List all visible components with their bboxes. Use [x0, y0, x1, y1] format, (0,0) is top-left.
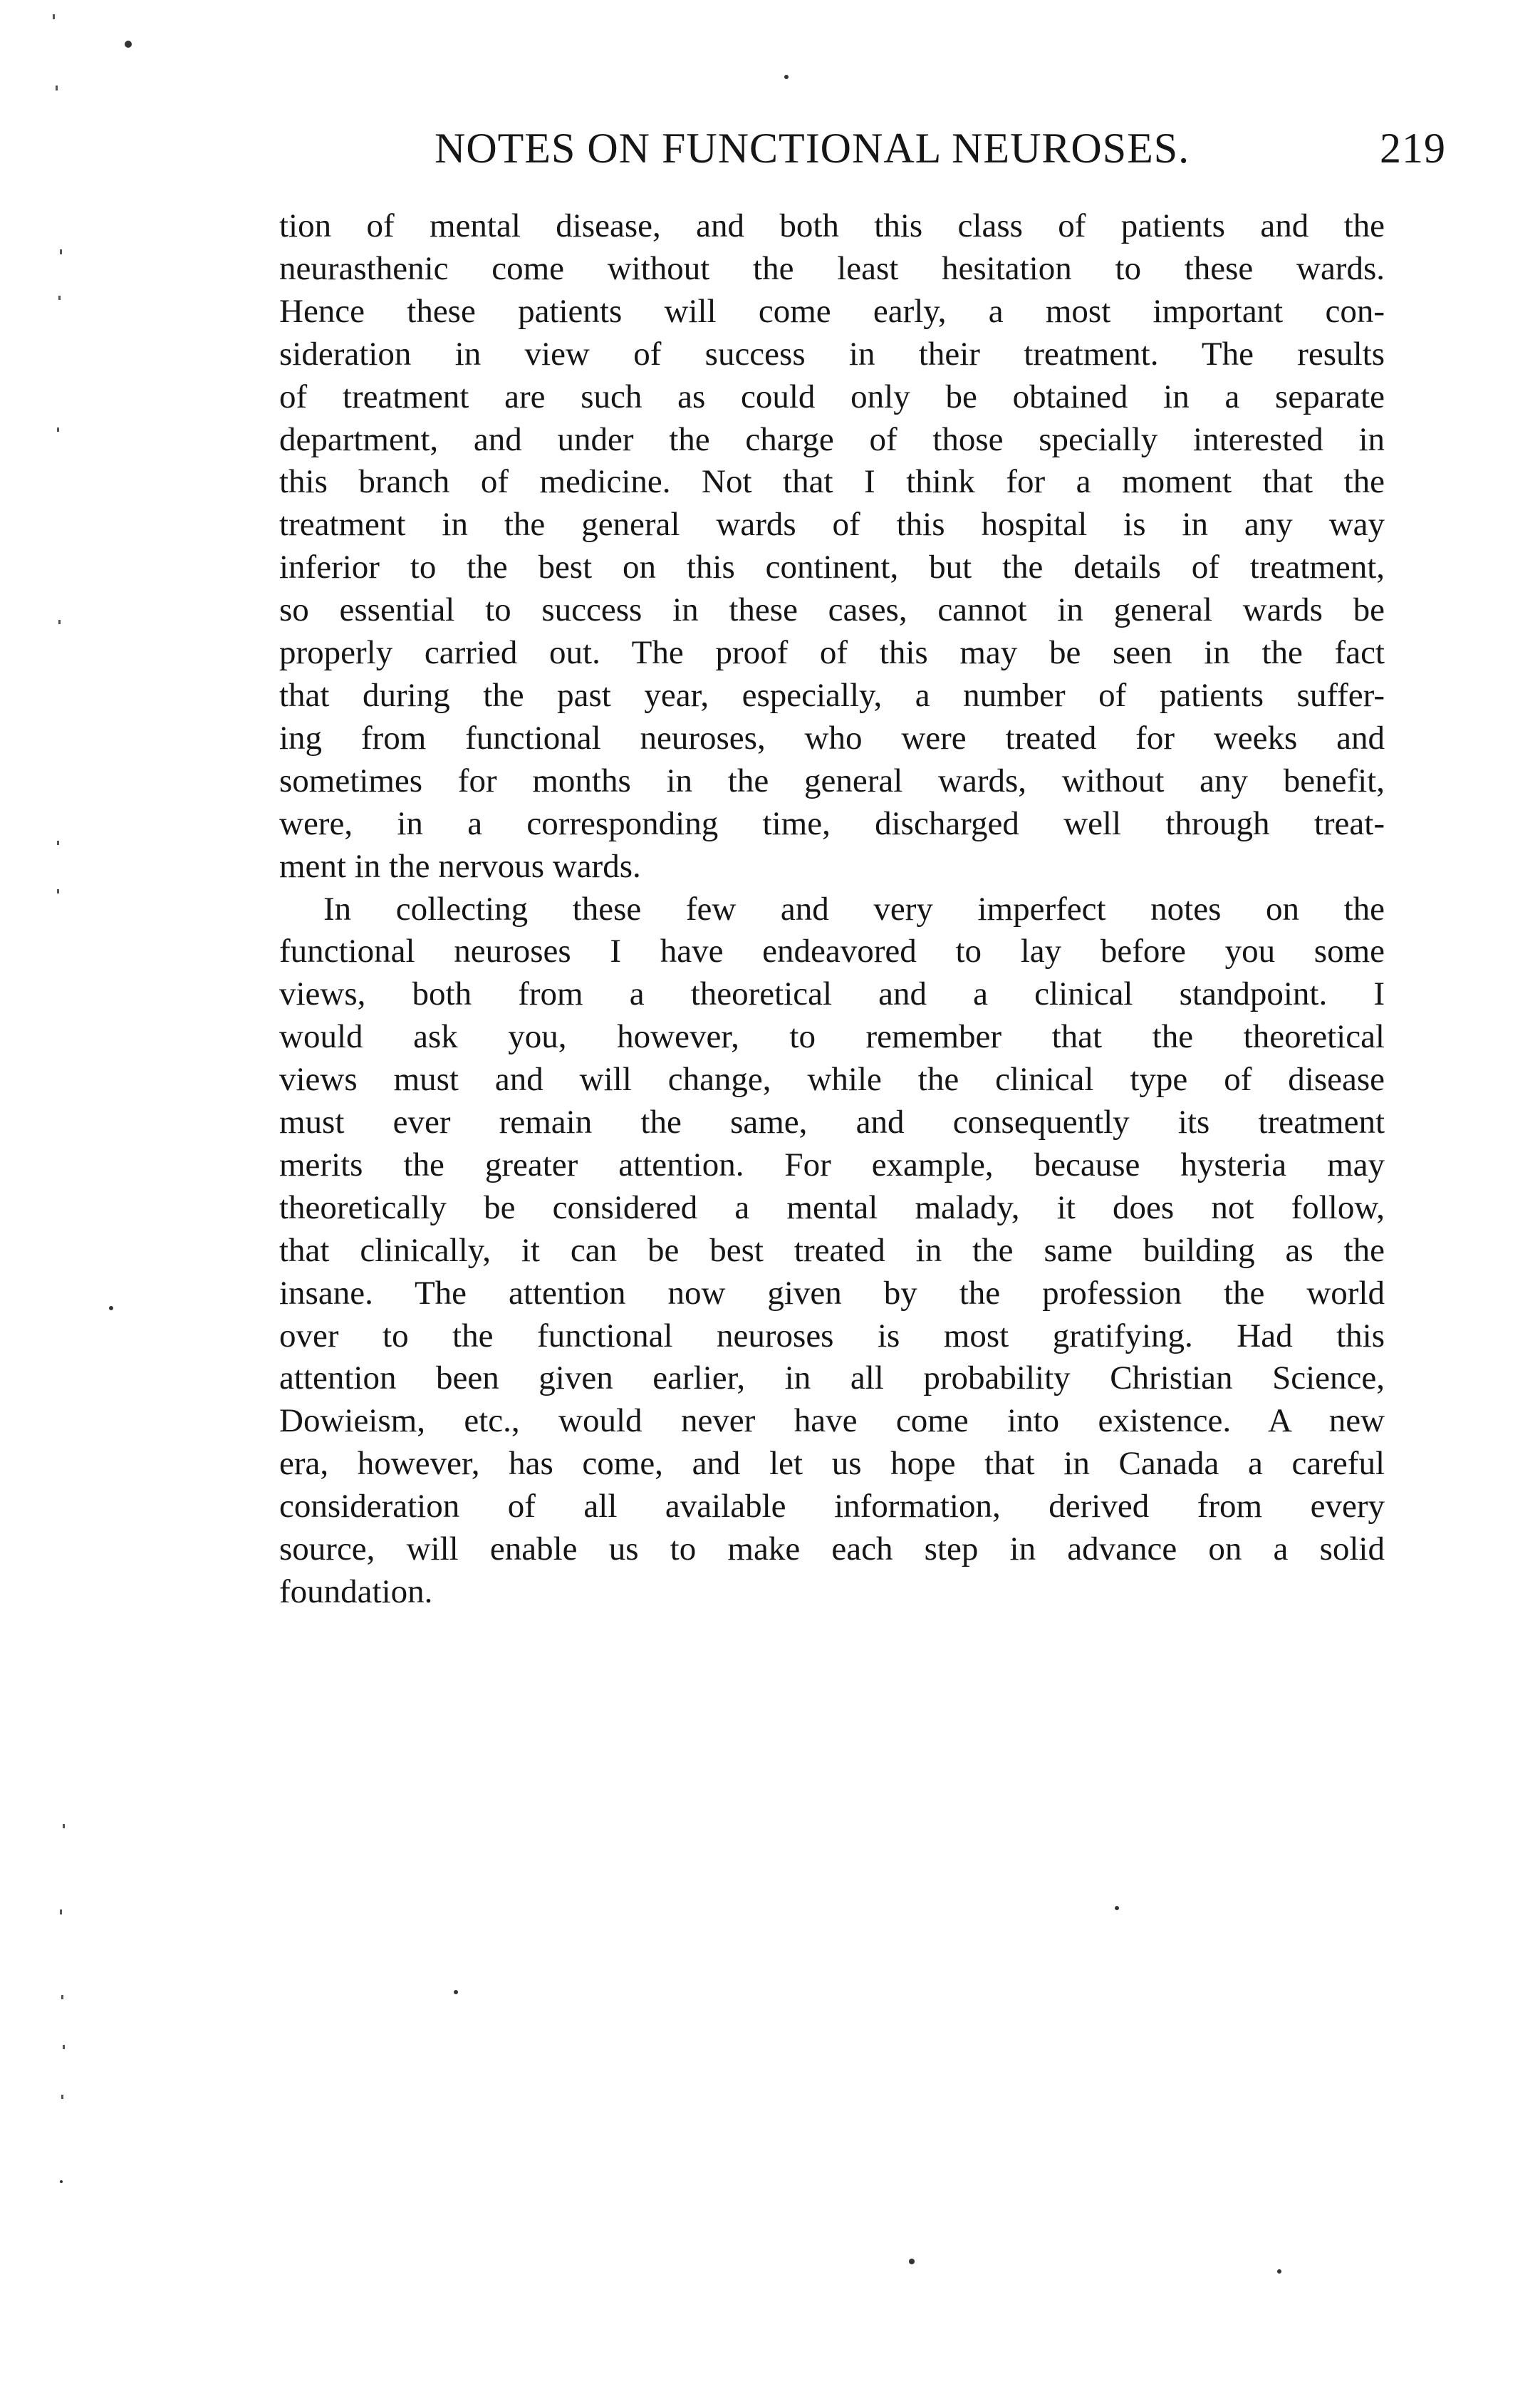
text-line: were, in a corresponding time, discharged well through treat- — [279, 804, 1385, 842]
scan-speck — [109, 1306, 113, 1310]
text-line: merits the greater attention. For example, because hysteria may — [279, 1146, 1385, 1183]
paragraph — [279, 888, 1385, 1614]
text-line: source, will enable us to make each step in advance on a solid — [279, 1530, 1385, 1568]
text-line: Dowieism, etc., would never have come into existence. A new — [279, 1402, 1385, 1440]
scan-speck — [60, 2180, 63, 2183]
margin-speck — [58, 296, 61, 300]
text-line: so essential to success in these cases, cannot in general wards be — [279, 591, 1385, 629]
text-line: ment in the nervous wards. — [279, 847, 641, 885]
body-text — [279, 205, 1385, 1614]
text-line: this branch of medicine. Not that I think for a moment that the — [279, 463, 1385, 501]
text-line: era, however, has come, and let us hope that in Canada a careful — [279, 1445, 1385, 1483]
text-line: that during the past year, especially, a number of patients suffer- — [279, 676, 1385, 714]
text-line: views, both from a theoretical and a clinical standpoint. I — [279, 975, 1385, 1013]
text-line: foundation. — [279, 1573, 433, 1610]
text-line: sometimes for months in the general wards, without any benefit, — [279, 762, 1385, 799]
margin-speck — [63, 1824, 65, 1828]
text-line: theoretically be considered a mental malady, it does not follow, — [279, 1188, 1385, 1226]
scan-speck — [125, 41, 132, 48]
margin-speck — [57, 841, 59, 845]
margin-speck — [57, 427, 59, 432]
text-line: views must and will change, while the clinical type of disease — [279, 1061, 1385, 1099]
margin-speck — [53, 14, 55, 19]
text-line: Hence these patients will come early, a most important con- — [279, 292, 1385, 330]
text-line: properly carried out. The proof of this may be seen in the fact — [279, 634, 1385, 672]
text-line: must ever remain the same, and consequently its treatment — [279, 1104, 1385, 1141]
text-line: inferior to the best on this continent, but the details of treatment, — [279, 549, 1385, 586]
margin-speck — [56, 85, 58, 90]
margin-speck — [61, 1995, 63, 1999]
text-line: sideration in view of success in their treatment. The results — [279, 335, 1385, 373]
text-line: In collecting these few and very imperfect notes on the — [323, 890, 1385, 928]
margin-speck — [57, 889, 59, 893]
margin-speck — [63, 2045, 65, 2049]
text-line: treatment in the general wards of this hospital is in any way — [279, 506, 1385, 544]
text-line: would ask you, however, to remember that the theoretical — [279, 1018, 1385, 1056]
running-head: NOTES ON FUNCTIONAL NEUROSES. — [435, 125, 1190, 172]
page-header — [435, 120, 1446, 177]
margin-speck — [60, 1909, 62, 1914]
text-line: consideration of all available information, derived from every — [279, 1488, 1385, 1525]
scan-speck — [1115, 1906, 1119, 1910]
text-line: insane. The attention now given by the profession the world — [279, 1274, 1385, 1312]
text-line: functional neuroses I have endeavored to lay before you some — [279, 933, 1385, 970]
text-line: neurasthenic come without the least hesitation to these wards. — [279, 249, 1385, 287]
text-line: tion of mental disease, and both this class of patients and the — [279, 207, 1385, 244]
page-number: 219 — [1380, 125, 1446, 172]
paragraph — [279, 205, 1385, 888]
margin-speck — [60, 249, 62, 254]
text-line: attention been given earlier, in all probability Christian Science, — [279, 1359, 1385, 1397]
text-line: of treatment are such as could only be obtained in a separate — [279, 378, 1385, 415]
scan-speck — [454, 1990, 458, 1994]
text-line: department, and under the charge of those specially interested in — [279, 420, 1385, 458]
scan-speck — [1277, 2269, 1281, 2274]
scan-speck — [784, 75, 789, 79]
margin-speck — [58, 620, 61, 624]
scan-speck — [909, 2259, 915, 2264]
text-line: over to the functional neuroses is most gratifying. Had this — [279, 1317, 1385, 1354]
margin-speck — [61, 2095, 63, 2099]
text-line: that clinically, it can be best treated in the same building as the — [279, 1231, 1385, 1269]
text-line: ing from functional neuroses, who were treated for weeks and — [279, 719, 1385, 757]
